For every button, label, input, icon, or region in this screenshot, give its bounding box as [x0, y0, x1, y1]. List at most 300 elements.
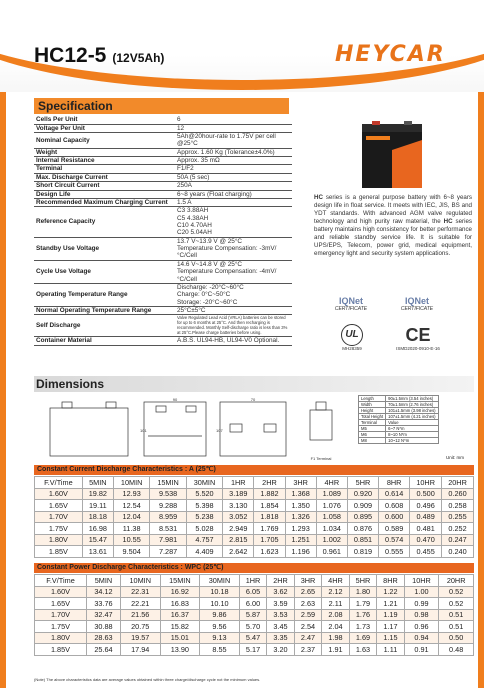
- column-header: 15MIN: [150, 477, 186, 489]
- table-cell: 0.614: [379, 488, 410, 500]
- table-cell: 1.882: [254, 488, 285, 500]
- table-cell: 22.21: [120, 598, 160, 610]
- spec-key: Normal Operating Temperature Range: [34, 306, 175, 314]
- table-cell: 0.895: [347, 511, 378, 523]
- spec-key: Weight: [34, 148, 175, 156]
- spec-value: Approx. 35 mΩ: [175, 157, 292, 165]
- cp-table-heading: Constant Power Discharge Characteristics : WPC (25℃): [34, 563, 474, 573]
- table-cell: 2.08: [322, 609, 349, 621]
- table-cell: 1.705: [254, 534, 285, 546]
- column-header: 20HR: [439, 575, 474, 587]
- table-cell: 1.00: [404, 586, 439, 598]
- spec-key: Cells Per Unit: [34, 116, 175, 124]
- table-cell: 9.13: [200, 632, 240, 644]
- table-cell: 1.089: [316, 488, 347, 500]
- table-cell: 9.86: [200, 609, 240, 621]
- dimension-row: [359, 438, 439, 444]
- dimension-row: [359, 414, 439, 420]
- table-cell: 16.92: [160, 586, 200, 598]
- description-series: HC: [443, 218, 453, 226]
- table-cell: 0.489: [410, 511, 442, 523]
- table-cell: 0.255: [442, 511, 474, 523]
- table-cell: 20.75: [120, 621, 160, 633]
- spec-key: Reference Capacity: [34, 207, 175, 237]
- dimension-key: Total Height: [359, 414, 386, 420]
- table-cell: 0.851: [347, 534, 378, 546]
- dim-c-label: 101: [140, 428, 147, 433]
- table-row: [35, 586, 474, 598]
- dimension-value: 90±1.5mm (3.54 inches): [386, 396, 438, 402]
- table-cell: 1.80V: [35, 534, 83, 546]
- spec-row: [34, 173, 292, 181]
- table-cell: 9.504: [113, 546, 149, 558]
- table-row: [35, 511, 474, 523]
- column-header: 2HR: [267, 575, 294, 587]
- table-cell: 0.608: [379, 500, 410, 512]
- table-cell: 2.37: [294, 644, 321, 656]
- table-cell: 1.65V: [35, 500, 83, 512]
- table-cell: 16.98: [82, 523, 113, 535]
- spec-value: Approx. 1.60 Kg (Tolerance±4.0%): [175, 148, 292, 156]
- table-cell: 6.00: [239, 598, 266, 610]
- spec-row: [34, 315, 292, 337]
- table-cell: 32.47: [86, 609, 120, 621]
- spec-row: [34, 306, 292, 314]
- iqnet-certificate-1: [326, 296, 376, 312]
- dimension-key: Terminal: [359, 420, 386, 426]
- table-cell: 1.85V: [35, 644, 87, 656]
- table-cell: 1.769: [254, 523, 285, 535]
- column-header: 10MIN: [120, 575, 160, 587]
- table-cell: 0.600: [379, 511, 410, 523]
- dimension-key: Height: [359, 408, 386, 414]
- table-cell: 1.98: [322, 632, 349, 644]
- table-cell: 12.54: [113, 500, 149, 512]
- table-cell: 2.63: [294, 598, 321, 610]
- table-cell: 0.574: [379, 534, 410, 546]
- spec-value: C3 3.88AH C5 4.38AH C10 4.70AH C20 5.04AH: [175, 207, 292, 237]
- table-cell: 19.57: [120, 632, 160, 644]
- table-cell: 0.920: [347, 488, 378, 500]
- table-row: [35, 534, 474, 546]
- column-header: 5HR: [347, 477, 378, 489]
- table-cell: 0.52: [439, 598, 474, 610]
- dimensions-table: [358, 395, 439, 444]
- table-cell: 1.19: [377, 609, 404, 621]
- table-cell: 0.481: [410, 523, 442, 535]
- table-cell: 8.55: [200, 644, 240, 656]
- table-cell: 19.11: [82, 500, 113, 512]
- column-header: 1HR: [239, 575, 266, 587]
- table-cell: 15.01: [160, 632, 200, 644]
- spec-row: [34, 237, 292, 260]
- column-header: 3HR: [294, 575, 321, 587]
- table-cell: 2.815: [223, 534, 254, 546]
- table-row: [35, 644, 474, 656]
- table-cell: 5.47: [239, 632, 266, 644]
- spec-row: [34, 165, 292, 173]
- table-cell: 0.260: [442, 488, 474, 500]
- table-cell: 0.252: [442, 523, 474, 535]
- dimension-value: Value: [386, 420, 438, 426]
- table-cell: 4.757: [186, 534, 222, 546]
- dimension-value: 101±1.5mm (3.98 inches): [386, 408, 438, 414]
- table-cell: 33.76: [86, 598, 120, 610]
- table-cell: 22.31: [120, 586, 160, 598]
- column-header: 5MIN: [86, 575, 120, 587]
- table-cell: 5.87: [239, 609, 266, 621]
- table-cell: 1.293: [285, 523, 316, 535]
- table-cell: 5.028: [186, 523, 222, 535]
- spec-row: [34, 198, 292, 206]
- table-cell: 1.85V: [35, 546, 83, 558]
- table-cell: 5.398: [186, 500, 222, 512]
- spec-value: 250A: [175, 182, 292, 190]
- table-cell: 1.058: [316, 511, 347, 523]
- table-cell: 1.076: [316, 500, 347, 512]
- table-row: [35, 598, 474, 610]
- table-cell: 3.45: [267, 621, 294, 633]
- table-cell: 0.48: [439, 644, 474, 656]
- spec-key: Nominal Capacity: [34, 133, 175, 149]
- table-cell: 0.51: [439, 609, 474, 621]
- right-accent-rail: [478, 92, 484, 688]
- table-row: [35, 488, 474, 500]
- column-header: 8HR: [377, 575, 404, 587]
- table-cell: 0.819: [347, 546, 378, 558]
- dimension-key: M6: [359, 432, 386, 438]
- table-cell: 2.04: [322, 621, 349, 633]
- spec-row: [34, 337, 292, 345]
- table-cell: 1.73: [349, 621, 376, 633]
- column-header: 20HR: [442, 477, 474, 489]
- table-cell: 5.238: [186, 511, 222, 523]
- ul-certification: [332, 324, 372, 351]
- table-row: [35, 523, 474, 535]
- table-cell: 11.38: [113, 523, 149, 535]
- dim-a-label: 90: [172, 397, 178, 402]
- dim-d-label: 107: [216, 428, 223, 433]
- table-cell: 5.520: [186, 488, 222, 500]
- table-cell: 0.50: [439, 632, 474, 644]
- table-cell: 3.53: [267, 609, 294, 621]
- spec-key: Max. Discharge Current: [34, 173, 175, 181]
- table-cell: 1.818: [254, 511, 285, 523]
- dim-b-label: 70: [250, 397, 256, 402]
- table-cell: 0.99: [404, 598, 439, 610]
- table-header-row: [35, 477, 474, 489]
- spec-key: Short Circuit Current: [34, 182, 175, 190]
- ce-certification: [394, 324, 442, 351]
- side-view: [144, 402, 206, 456]
- table-cell: 2.12: [322, 586, 349, 598]
- table-cell: 9.538: [150, 488, 186, 500]
- table-cell: 21.56: [120, 609, 160, 621]
- dimension-value: 70±1.5mm (2.76 inches): [386, 402, 438, 408]
- table-cell: 1.17: [377, 621, 404, 633]
- spec-row: [34, 133, 292, 149]
- table-cell: 0.258: [442, 500, 474, 512]
- dimension-value: 10~12 N*m: [386, 438, 438, 444]
- spec-key: Operating Temperature Range: [34, 283, 175, 306]
- table-cell: 17.94: [120, 644, 160, 656]
- spec-row: [34, 283, 292, 306]
- table-cell: 1.15: [377, 632, 404, 644]
- spec-row: [34, 124, 292, 132]
- spec-key: Design Life: [34, 190, 175, 198]
- table-cell: 2.59: [294, 609, 321, 621]
- dimension-row: [359, 408, 439, 414]
- column-header: 10HR: [404, 575, 439, 587]
- specification-table: [34, 116, 292, 346]
- table-cell: 0.96: [404, 621, 439, 633]
- table-cell: 1.22: [377, 586, 404, 598]
- brand-logo: HEYCAR: [335, 42, 446, 67]
- table-cell: 1.002: [316, 534, 347, 546]
- spec-row: [34, 207, 292, 237]
- table-cell: 0.876: [347, 523, 378, 535]
- footnote: (Note) The above characteristics data are average values obtained within three charge/discharge cycle not the minimum values.: [34, 677, 261, 682]
- table-row: [35, 621, 474, 633]
- table-row: [35, 609, 474, 621]
- table-cell: 12.93: [113, 488, 149, 500]
- spec-value: 14.6 V~14.8 V @ 25°C Temperature Compensation: -4mV/°C/Cell: [175, 260, 292, 283]
- table-cell: 0.555: [379, 546, 410, 558]
- table-cell: 0.500: [410, 488, 442, 500]
- column-header: 4HR: [316, 477, 347, 489]
- dimension-value: 107±1.5mm (4.21 inches): [386, 414, 438, 420]
- spec-value: 6~8 years (Float charging): [175, 190, 292, 198]
- table-cell: 1.69: [349, 632, 376, 644]
- table-cell: 3.59: [267, 598, 294, 610]
- spec-row: [34, 182, 292, 190]
- table-cell: 1.11: [377, 644, 404, 656]
- table-cell: 0.909: [347, 500, 378, 512]
- spec-value: Discharge: -20°C~60°C Charge: 0°C~50°C Storage: -20°C~60°C: [175, 283, 292, 306]
- dimensions-unit: Unit: mm: [446, 455, 464, 460]
- table-cell: 16.37: [160, 609, 200, 621]
- table-cell: 3.052: [223, 511, 254, 523]
- left-accent-rail: [0, 92, 6, 688]
- dimensions-heading: Dimensions: [34, 376, 474, 392]
- iqnet-caption-2: CERTIFICATE: [400, 306, 434, 312]
- table-cell: 1.63: [349, 644, 376, 656]
- table-cell: 13.61: [82, 546, 113, 558]
- spec-key: Terminal: [34, 165, 175, 173]
- table-cell: 0.496: [410, 500, 442, 512]
- ul-number: MH28359: [342, 346, 362, 351]
- table-cell: 5.17: [239, 644, 266, 656]
- table-cell: 1.623: [254, 546, 285, 558]
- column-header: 1HR: [223, 477, 254, 489]
- table-cell: 1.80V: [35, 632, 87, 644]
- column-header: 10MIN: [113, 477, 149, 489]
- spec-key: Container Material: [34, 337, 175, 345]
- table-cell: 18.18: [82, 511, 113, 523]
- column-header: 3HR: [285, 477, 316, 489]
- table-cell: 0.240: [442, 546, 474, 558]
- spec-key: Standby Use Voltage: [34, 237, 175, 260]
- column-header: 5HR: [349, 575, 376, 587]
- table-cell: 3.189: [223, 488, 254, 500]
- table-cell: 25.64: [86, 644, 120, 656]
- model-rating: (12V5Ah): [112, 51, 165, 65]
- iqnet-logo-2: IQNet: [404, 296, 429, 306]
- table-cell: 6.05: [239, 586, 266, 598]
- table-cell: 0.247: [442, 534, 474, 546]
- description-text-2: series battery maintains high consistency for better performance and reliable standby service life. It is suitable for UPS/EPS, Telecom, power grid, medical equipment, emergency light and security system applications.: [314, 218, 472, 258]
- dimension-key: Width: [359, 402, 386, 408]
- table-cell: 13.90: [160, 644, 200, 656]
- table-cell: 1.76: [349, 609, 376, 621]
- table-cell: 1.60V: [35, 586, 87, 598]
- terminal-view: [310, 410, 332, 440]
- table-cell: 2.642: [223, 546, 254, 558]
- table-cell: 0.91: [404, 644, 439, 656]
- table-cell: 2.11: [322, 598, 349, 610]
- table-cell: 0.455: [410, 546, 442, 558]
- iqnet-logo-1: IQNet: [338, 296, 363, 306]
- table-cell: 1.21: [377, 598, 404, 610]
- spec-value: Valve Regulated Lead Acid (VRLA) batteries can be stored for up to 6 months at 25°C. And then recharging is recommended. Monthly Self-discharge ratio is less than 3% at 25°C.Please charge batteries before using.: [175, 315, 292, 337]
- table-cell: 3.62: [267, 586, 294, 598]
- table-cell: 3.130: [223, 500, 254, 512]
- spec-row: [34, 260, 292, 283]
- description-text-1: series is a general purpose battery with 6~8 years design life in float service. It meets with IEC, JIS, BS and YDT standards. With advanced AGM valve regulated technology and high purity raw material, the: [314, 194, 472, 226]
- table-cell: 10.55: [113, 534, 149, 546]
- iqnet-certificate-2: [392, 296, 442, 312]
- spec-value: A.B.S. UL94-HB, UL94-V0 Optional.: [175, 337, 292, 345]
- table-cell: 15.82: [160, 621, 200, 633]
- table-cell: 15.47: [82, 534, 113, 546]
- dimension-key: Length: [359, 396, 386, 402]
- table-cell: 7.287: [150, 546, 186, 558]
- table-cell: 3.35: [267, 632, 294, 644]
- table-cell: 1.79: [349, 598, 376, 610]
- column-header: 4HR: [322, 575, 349, 587]
- spec-key: Cycle Use Voltage: [34, 260, 175, 283]
- table-row: [35, 546, 474, 558]
- table-cell: 34.12: [86, 586, 120, 598]
- table-cell: 28.63: [86, 632, 120, 644]
- battery-image: [352, 120, 432, 190]
- table-row: [35, 500, 474, 512]
- table-cell: 1.80: [349, 586, 376, 598]
- table-cell: 1.75V: [35, 523, 83, 535]
- iqnet-caption-1: CERTIFICATE: [334, 306, 368, 312]
- spec-value: 13.7 V~13.9 V @ 25°C Temperature Compensation: -3mV/°C/Cell: [175, 237, 292, 260]
- ul-icon: UL: [341, 324, 363, 346]
- table-cell: 9.56: [200, 621, 240, 633]
- front-view: [50, 408, 128, 456]
- table-cell: 0.94: [404, 632, 439, 644]
- dimension-key: M5: [359, 426, 386, 432]
- spec-value: 1.5 A: [175, 198, 292, 206]
- table-cell: 8.531: [150, 523, 186, 535]
- table-cell: 1.251: [285, 534, 316, 546]
- column-header: 8HR: [379, 477, 410, 489]
- table-cell: 1.75V: [35, 621, 87, 633]
- spec-row: [34, 116, 292, 124]
- dimension-drawings: [44, 396, 354, 462]
- dimension-value: 8~10 N*m: [386, 432, 438, 438]
- table-cell: 0.589: [379, 523, 410, 535]
- cc-table-heading: Constant Current Discharge Characteristics : A (25℃): [34, 465, 474, 475]
- table-cell: 1.326: [285, 511, 316, 523]
- column-header: 5MIN: [82, 477, 113, 489]
- specification-heading: Specification: [34, 98, 289, 114]
- column-header: F.V/Time: [35, 477, 83, 489]
- page-title: [34, 44, 164, 68]
- dimension-key: M8: [359, 438, 386, 444]
- column-header: 10HR: [410, 477, 442, 489]
- table-cell: 0.52: [439, 586, 474, 598]
- dimension-row: [359, 396, 439, 402]
- table-cell: 7.981: [150, 534, 186, 546]
- constant-power-table: [34, 574, 474, 656]
- table-cell: 1.854: [254, 500, 285, 512]
- spec-key: Internal Resistance: [34, 157, 175, 165]
- table-cell: 0.51: [439, 621, 474, 633]
- table-cell: 2.54: [294, 621, 321, 633]
- table-cell: 5.70: [239, 621, 266, 633]
- table-row: [35, 632, 474, 644]
- table-cell: 16.83: [160, 598, 200, 610]
- table-cell: 8.959: [150, 511, 186, 523]
- table-cell: 1.368: [285, 488, 316, 500]
- spec-key: Self Discharge: [34, 315, 175, 337]
- column-header: 15MIN: [160, 575, 200, 587]
- spec-row: [34, 148, 292, 156]
- column-header: 30MIN: [200, 575, 240, 587]
- column-header: 2HR: [254, 477, 285, 489]
- table-cell: 10.10: [200, 598, 240, 610]
- table-cell: 1.034: [316, 523, 347, 535]
- ce-icon: CE: [405, 325, 431, 345]
- table-cell: 12.04: [113, 511, 149, 523]
- table-cell: 0.961: [316, 546, 347, 558]
- header: [0, 0, 484, 92]
- table-cell: 2.949: [223, 523, 254, 535]
- table-cell: 1.60V: [35, 488, 83, 500]
- model-name: HC12-5: [34, 44, 107, 67]
- table-cell: 10.18: [200, 586, 240, 598]
- table-cell: 9.288: [150, 500, 186, 512]
- table-cell: 1.196: [285, 546, 316, 558]
- spec-key: Recommended Maximum Charging Current: [34, 198, 175, 206]
- table-cell: 0.470: [410, 534, 442, 546]
- dimension-row: [359, 402, 439, 408]
- ce-number: ISMD2020-0910-E-16: [396, 346, 440, 351]
- table-cell: 19.82: [82, 488, 113, 500]
- table-cell: 1.91: [322, 644, 349, 656]
- spec-value: 5Ah@20hour-rate to 1.75V per cell @25°C: [175, 133, 292, 149]
- table-cell: 0.98: [404, 609, 439, 621]
- table-cell: 2.47: [294, 632, 321, 644]
- table-cell: 1.70V: [35, 609, 87, 621]
- spec-row: [34, 190, 292, 198]
- spec-value: 50A (5 sec): [175, 173, 292, 181]
- spec-key: Voltage Per Unit: [34, 124, 175, 132]
- table-cell: 1.65V: [35, 598, 87, 610]
- table-cell: 30.88: [86, 621, 120, 633]
- terminal-caption: F1 Terminal: [310, 456, 332, 461]
- description-lead: HC: [314, 194, 323, 201]
- constant-current-table: [34, 476, 474, 558]
- table-header-row: [35, 575, 474, 587]
- column-header: F.V/Time: [35, 575, 87, 587]
- table-cell: 1.70V: [35, 511, 83, 523]
